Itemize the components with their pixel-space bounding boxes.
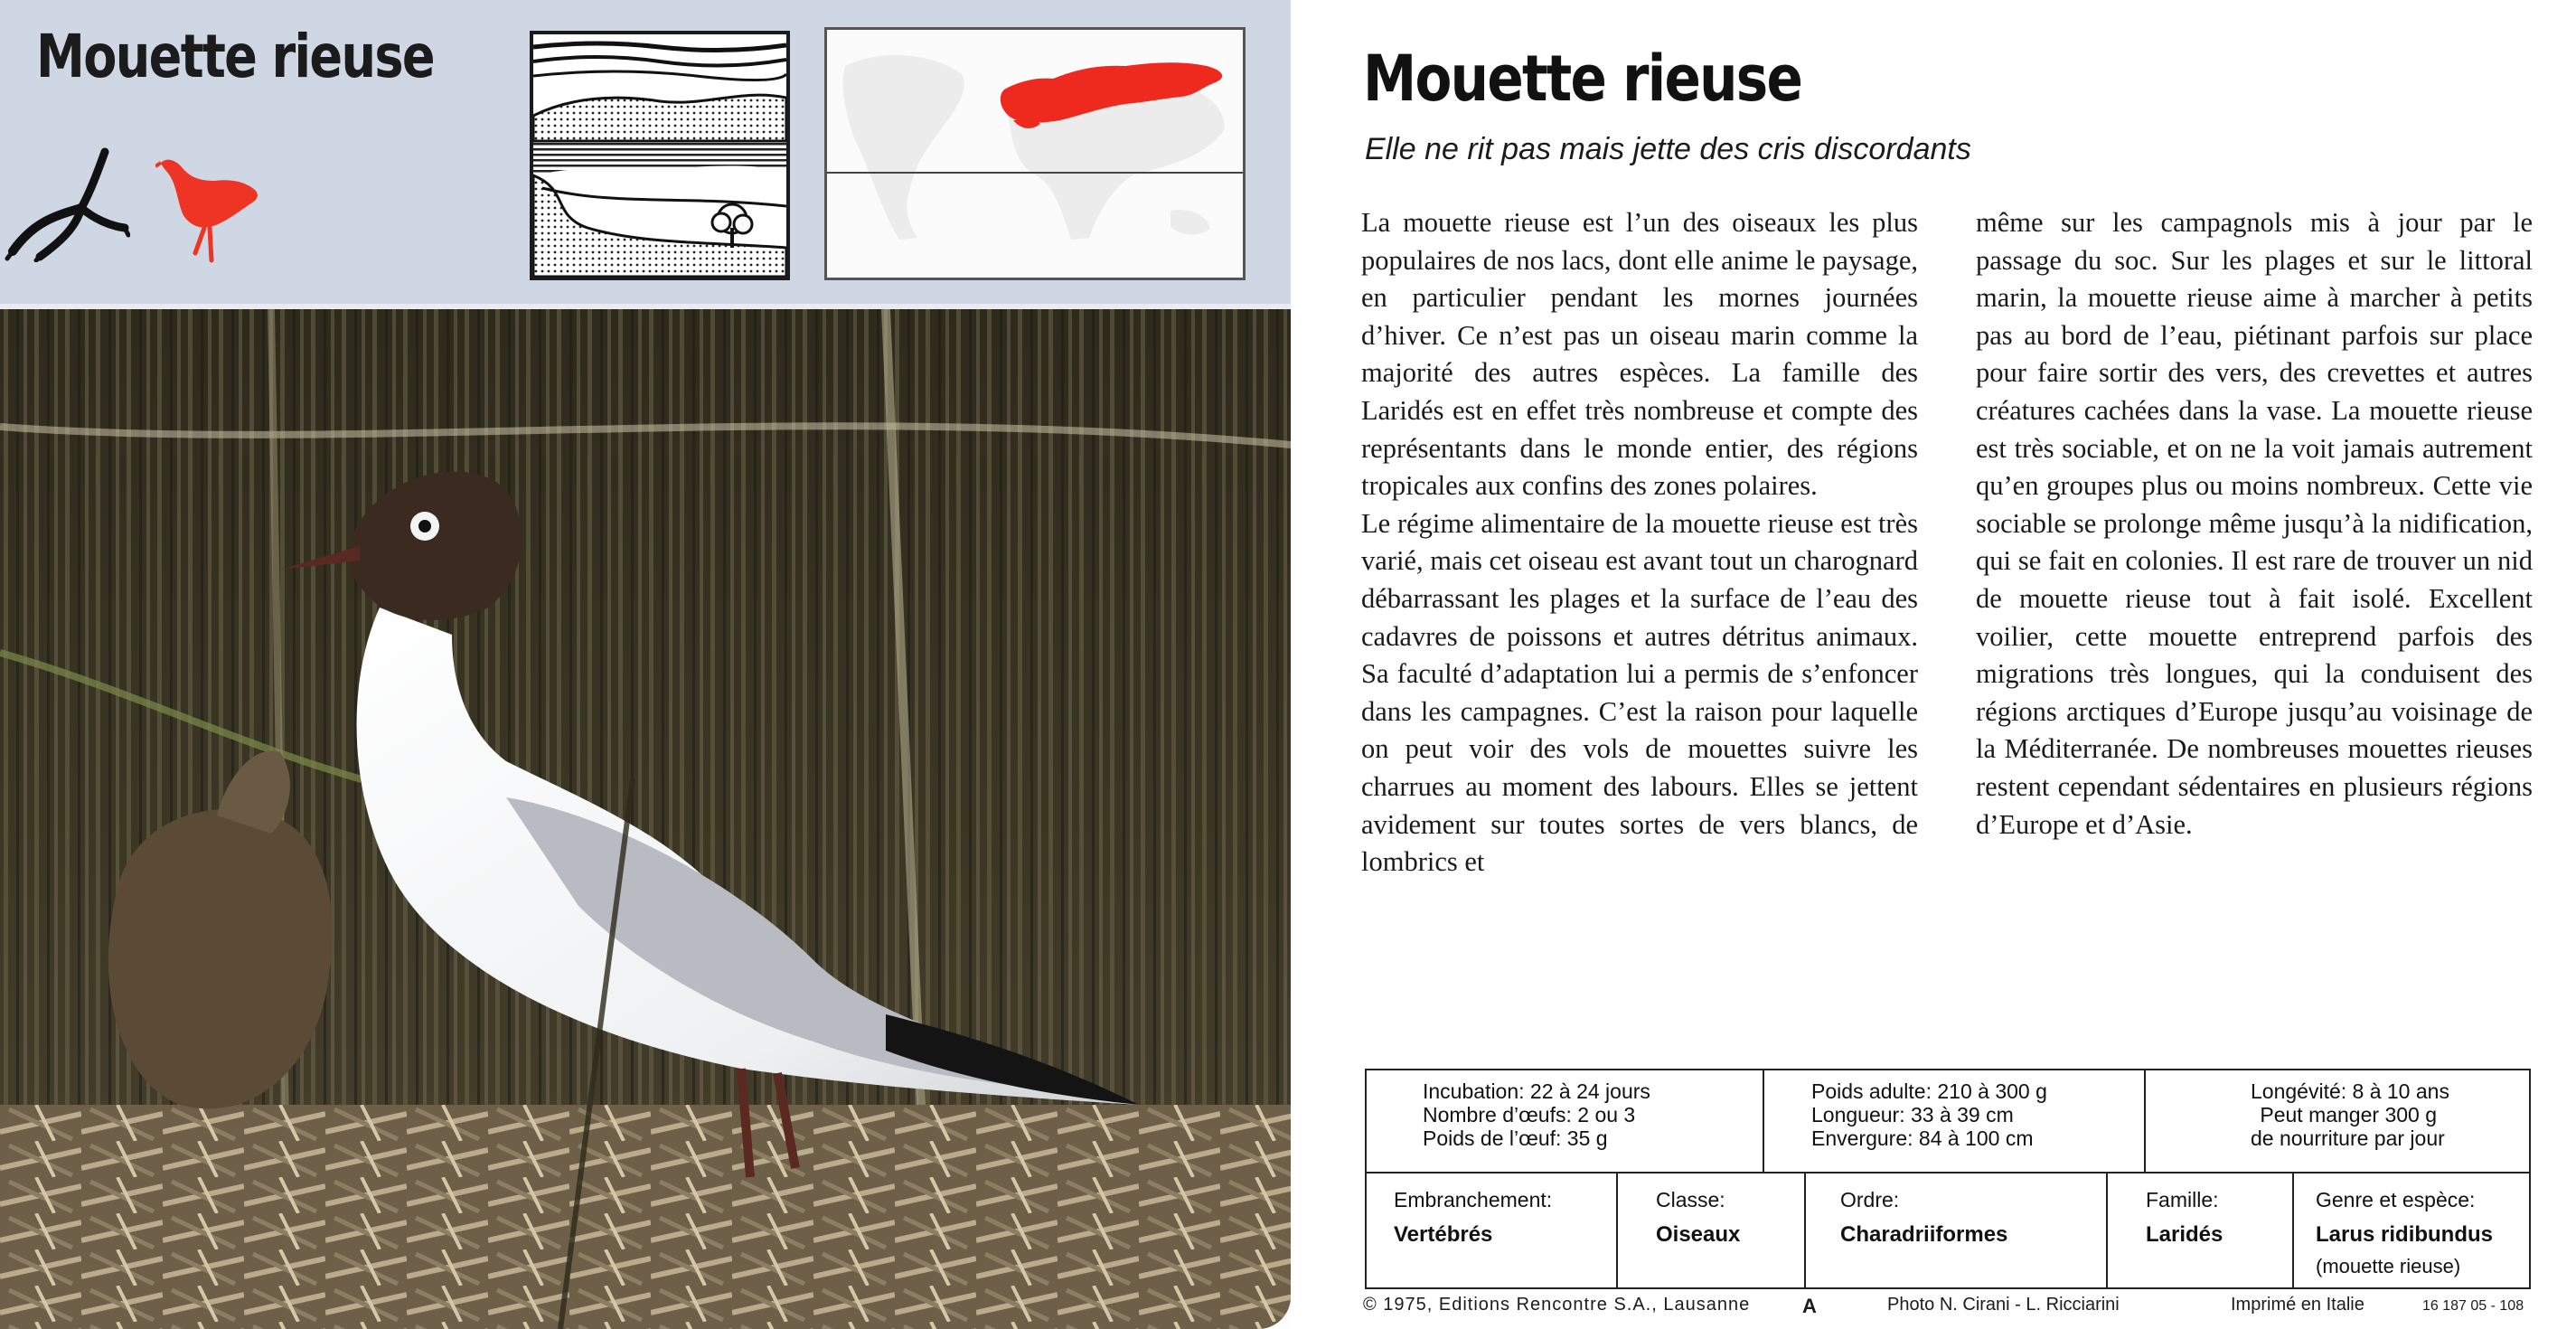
- footer-printed: Imprimé en Italie: [2231, 1295, 2364, 1315]
- paragraph: Le régime alimentaire de la mouette rieuse est très varié, mais cet oiseau est avant tout un charognard débarrassant les plages et la surface de l’eau des cadavres de poissons et autres détritus animaux. Sa faculté d’adaptation lui a permis de s’enfoncer dans les campagnes. C’est la raison pour laquelle on peut voir des vols de mouettes suivre les charrues au moment des labours. Elles se jettent avidement sur toutes sortes de vers blancs, de lombrics et: [1361, 507, 1918, 878]
- fact-line: Incubation: 22 à 24 jours: [1423, 1079, 1650, 1103]
- fact-line: Peut manger 300 g: [2260, 1103, 2437, 1126]
- fact-line: Poids de l’œuf: 35 g: [1423, 1126, 1608, 1150]
- habitat-diagram: [530, 31, 790, 280]
- divider: [2106, 1173, 2108, 1287]
- paragraph: La mouette rieuse est l’un des oiseaux les plus populaires de nos lacs, dont elle anime le paysage, en particulier pendant les mornes journées d’hiver. Ce n’est pas un oiseau marin comme la majorité des autres espèces. La famille des Laridés est en effet très nombreuse et compte des représentants dans le monde entier, des régions tropicales aux confins des zones polaires.: [1361, 207, 1918, 502]
- text-column-2: [1976, 204, 2533, 844]
- footer-photo-credit: Photo N. Cirani - L. Ricciarini: [1887, 1295, 2120, 1315]
- facts-breeding: [1423, 1079, 1650, 1181]
- fact-line: Nombre d’œufs: 2 ou 3: [1423, 1103, 1636, 1126]
- taxonomy-label: Classe:: [1656, 1188, 1725, 1211]
- footer-code: 16 187 05 - 108: [2422, 1298, 2524, 1314]
- claw-icon: [4, 145, 130, 262]
- taxonomy-value: Charadriiformes: [1840, 1222, 2008, 1247]
- taxonomy-label: Famille:: [2146, 1188, 2219, 1211]
- taxonomy-value: Larus ridibundus: [2316, 1222, 2494, 1247]
- taxonomy-value: Oiseaux: [1656, 1222, 1741, 1247]
- subtitle: Elle ne rit pas mais jette des cris discordants: [1365, 132, 1971, 166]
- front-title: Mouette rieuse: [36, 22, 434, 91]
- taxonomy-label: Genre et espèce:: [2316, 1188, 2476, 1211]
- footer-series: A: [1802, 1295, 1817, 1317]
- paragraph: même sur les campagnols mis à jour par le passage du soc. Sur les plages et sur le littoral marin, la mouette rieuse aime à marcher à petits pas au bord de l’eau, piétinant parfois sur place pour faire sortir des vers, des crevettes et autres créatures cachées dans la vase. La mouette rieuse est très sociable, et on ne la voit jamais autrement qu’en groupes plus ou moins nombreux. Cette vie sociable se prolonge même jusqu’à la nidification, qui se fait en colonies. Il est rare de trouver un nid de mouette rieuse tout à fait isolé. Excellent voilier, cette mouette entreprend parfois des migrations très longues, qui la conduisent des régions arctiques d’Europe jusqu’au voisinage de la Méditerranée. De nombreuses mouettes rieuses restent cependant sédentaires en plusieurs régions d’Europe et d’Asie.: [1976, 207, 2533, 840]
- gull-photo: [0, 309, 1291, 1329]
- facts-stats-row: [1367, 1070, 2529, 1173]
- divider: [2144, 1070, 2146, 1172]
- facts-table: [1365, 1069, 2531, 1289]
- fact-line: Envergure: 84 à 100 cm: [1811, 1126, 2034, 1150]
- facts-longevity: [2251, 1079, 2449, 1181]
- fact-line: Longueur: 33 à 39 cm: [1811, 1103, 2014, 1126]
- fact-line: Poids adulte: 210 à 300 g: [1811, 1079, 2047, 1103]
- facts-size: [1811, 1079, 2047, 1181]
- taxonomy-value: Vertébrés: [1394, 1222, 1493, 1247]
- front-header: [0, 0, 1291, 309]
- divider: [1763, 1070, 1764, 1172]
- text-column-1: [1361, 204, 1918, 881]
- fact-line: de nourriture par jour: [2251, 1126, 2445, 1150]
- back-title: Mouette rieuse: [1363, 42, 1802, 116]
- divider: [1804, 1173, 1806, 1287]
- fact-line: Longévité: 8 à 10 ans: [2251, 1079, 2449, 1103]
- distribution-map: [824, 27, 1246, 280]
- taxonomy-value: Laridés: [2146, 1222, 2223, 1247]
- taxonomy-row: [1367, 1173, 2529, 1287]
- back-card: [1291, 0, 2576, 1329]
- taxonomy-label: Ordre:: [1840, 1188, 1900, 1211]
- taxonomy-common-name: (mouette rieuse): [2316, 1255, 2461, 1277]
- footer-copyright: © 1975, Editions Rencontre S.A., Lausanne: [1363, 1295, 1751, 1315]
- bird-silhouette-icon: [155, 154, 264, 266]
- taxonomy-label: Embranchement:: [1394, 1188, 1553, 1211]
- divider: [1616, 1173, 1618, 1287]
- divider: [2292, 1173, 2294, 1287]
